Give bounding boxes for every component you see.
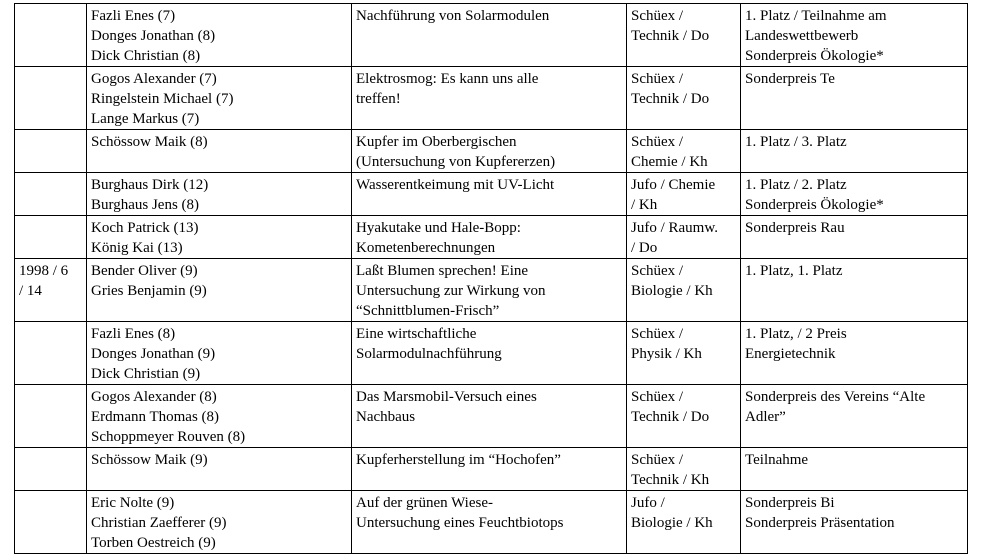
topic-line: treffen! — [356, 91, 401, 107]
participants-line: Gogos Alexander (8) — [91, 389, 217, 405]
category-line: Schüex / — [631, 452, 684, 468]
topic-cell — [352, 173, 627, 216]
participants-line: Burghaus Dirk (12) — [91, 177, 209, 193]
result-cell — [741, 322, 968, 385]
table-row — [15, 173, 968, 216]
participants-line: Eric Nolte (9) — [91, 495, 175, 511]
category-line: Schüex / — [631, 263, 684, 279]
category-cell — [627, 216, 741, 259]
topic-cell — [352, 322, 627, 385]
result-cell — [741, 448, 968, 491]
participants-line: Schössow Maik (8) — [91, 134, 208, 150]
result-line: Energietechnik — [745, 346, 836, 362]
year-cell — [15, 448, 87, 491]
year-cell — [15, 216, 87, 259]
table-row — [15, 259, 968, 322]
topic-line: Laßt Blumen sprechen! Eine — [356, 263, 529, 279]
result-line: Sonderpreis Ökologie* — [745, 197, 884, 213]
topic-cell — [352, 216, 627, 259]
category-cell — [627, 322, 741, 385]
participants-line: Torben Oestreich (9) — [91, 535, 216, 551]
category-line: Biologie / Kh — [631, 515, 713, 531]
category-cell — [627, 448, 741, 491]
year-cell — [15, 259, 87, 322]
topic-line: Hyakutake und Hale-Bopp: — [356, 220, 521, 236]
table-row — [15, 322, 968, 385]
category-line: Biologie / Kh — [631, 283, 713, 299]
table-row — [15, 216, 968, 259]
year-cell — [15, 385, 87, 448]
participants-line: Christian Zaefferer (9) — [91, 515, 227, 531]
participants-line: Lange Markus (7) — [91, 111, 200, 127]
year-cell — [15, 322, 87, 385]
participants-cell — [87, 130, 352, 173]
participants-cell — [87, 491, 352, 554]
result-cell — [741, 67, 968, 130]
participants-line: König Kai (13) — [91, 240, 183, 256]
results-table-body — [15, 4, 968, 554]
participants-cell — [87, 67, 352, 130]
year-cell — [15, 4, 87, 67]
category-line: Physik / Kh — [631, 346, 702, 362]
topic-line: Kupferherstellung im “Hochofen” — [356, 452, 561, 468]
topic-line: Das Marsmobil-Versuch eines — [356, 389, 537, 405]
topic-cell — [352, 4, 627, 67]
topic-cell — [352, 67, 627, 130]
participants-line: Schoppmeyer Rouven (8) — [91, 429, 246, 445]
result-cell — [741, 173, 968, 216]
result-line: 1. Platz / 2. Platz — [745, 177, 847, 193]
result-line: Adler” — [745, 409, 786, 425]
participants-line: Gries Benjamin (9) — [91, 283, 207, 299]
table-row — [15, 385, 968, 448]
category-line: Technik / Do — [631, 28, 710, 44]
year-line: 1998 / 6 — [19, 263, 69, 279]
participants-line: Gogos Alexander (7) — [91, 71, 217, 87]
result-cell — [741, 491, 968, 554]
result-cell — [741, 130, 968, 173]
result-line: Landeswettbewerb — [745, 28, 859, 44]
participants-line: Schössow Maik (9) — [91, 452, 208, 468]
category-line: Chemie / Kh — [631, 154, 708, 170]
topic-line: (Untersuchung von Kupfererzen) — [356, 154, 556, 170]
year-cell — [15, 67, 87, 130]
participants-line: Bender Oliver (9) — [91, 263, 198, 279]
topic-line: Nachführung von Solarmodulen — [356, 8, 550, 24]
participants-line: Erdmann Thomas (8) — [91, 409, 220, 425]
result-cell — [741, 259, 968, 322]
participants-line: Koch Patrick (13) — [91, 220, 199, 236]
year-cell — [15, 491, 87, 554]
result-line: Sonderpreis Präsentation — [745, 515, 895, 531]
result-line: Sonderpreis Bi — [745, 495, 835, 511]
result-line: Sonderpreis Rau — [745, 220, 845, 236]
category-cell — [627, 385, 741, 448]
participants-line: Fazli Enes (7) — [91, 8, 176, 24]
year-line: / 14 — [19, 283, 42, 299]
category-line: Jufo / — [631, 495, 665, 511]
topic-line: Untersuchung eines Feuchtbiotops — [356, 515, 564, 531]
result-line: Sonderpreis Ökologie* — [745, 48, 884, 64]
category-cell — [627, 491, 741, 554]
table-row — [15, 67, 968, 130]
result-line: 1. Platz, / 2 Preis — [745, 326, 847, 342]
result-line: Teilnahme — [745, 452, 809, 468]
category-line: / Do — [631, 240, 658, 256]
category-line: Jufo / Raumw. — [631, 220, 718, 236]
participants-line: Donges Jonathan (8) — [91, 28, 216, 44]
topic-line: Auf der grünen Wiese- — [356, 495, 493, 511]
table-row — [15, 130, 968, 173]
participants-line: Fazli Enes (8) — [91, 326, 176, 342]
result-cell — [741, 216, 968, 259]
result-line: 1. Platz / 3. Platz — [745, 134, 847, 150]
participants-cell — [87, 385, 352, 448]
category-cell — [627, 130, 741, 173]
category-line: Jufo / Chemie — [631, 177, 716, 193]
topic-line: Eine wirtschaftliche — [356, 326, 477, 342]
category-line: Technik / Do — [631, 409, 710, 425]
category-line: Schüex / — [631, 71, 684, 87]
category-line: Schüex / — [631, 389, 684, 405]
topic-line: Kupfer im Oberbergischen — [356, 134, 517, 150]
result-line: Sonderpreis des Vereins “Alte — [745, 389, 926, 405]
topic-cell — [352, 385, 627, 448]
participants-cell — [87, 173, 352, 216]
participants-cell — [87, 322, 352, 385]
participants-cell — [87, 216, 352, 259]
participants-line: Dick Christian (9) — [91, 366, 201, 382]
topic-cell — [352, 448, 627, 491]
category-line: Technik / Do — [631, 91, 710, 107]
participants-line: Ringelstein Michael (7) — [91, 91, 234, 107]
topic-line: Wasserentkeimung mit UV-Licht — [356, 177, 555, 193]
results-table — [14, 3, 968, 554]
topic-line: Elektrosmog: Es kann uns alle — [356, 71, 539, 87]
topic-cell — [352, 130, 627, 173]
result-cell — [741, 385, 968, 448]
topic-cell — [352, 491, 627, 554]
table-row — [15, 448, 968, 491]
topic-line: Nachbaus — [356, 409, 416, 425]
table-row — [15, 4, 968, 67]
category-cell — [627, 4, 741, 67]
category-cell — [627, 67, 741, 130]
category-line: Technik / Kh — [631, 472, 710, 488]
topic-cell — [352, 259, 627, 322]
category-line: / Kh — [631, 197, 658, 213]
table-row — [15, 491, 968, 554]
topic-line: Kometenberechnungen — [356, 240, 496, 256]
participants-line: Dick Christian (8) — [91, 48, 201, 64]
year-cell — [15, 173, 87, 216]
topic-line: “Schnittblumen-Frisch” — [356, 303, 500, 319]
participants-line: Donges Jonathan (9) — [91, 346, 216, 362]
result-line: 1. Platz / Teilnahme am — [745, 8, 887, 24]
participants-cell — [87, 259, 352, 322]
result-line: 1. Platz, 1. Platz — [745, 263, 843, 279]
result-cell — [741, 4, 968, 67]
participants-line: Burghaus Jens (8) — [91, 197, 200, 213]
year-cell — [15, 130, 87, 173]
category-line: Schüex / — [631, 8, 684, 24]
participants-cell — [87, 4, 352, 67]
result-line: Sonderpreis Te — [745, 71, 835, 87]
category-cell — [627, 173, 741, 216]
category-line: Schüex / — [631, 134, 684, 150]
participants-cell — [87, 448, 352, 491]
category-cell — [627, 259, 741, 322]
topic-line: Untersuchung zur Wirkung von — [356, 283, 546, 299]
category-line: Schüex / — [631, 326, 684, 342]
topic-line: Solarmodulnachführung — [356, 346, 502, 362]
